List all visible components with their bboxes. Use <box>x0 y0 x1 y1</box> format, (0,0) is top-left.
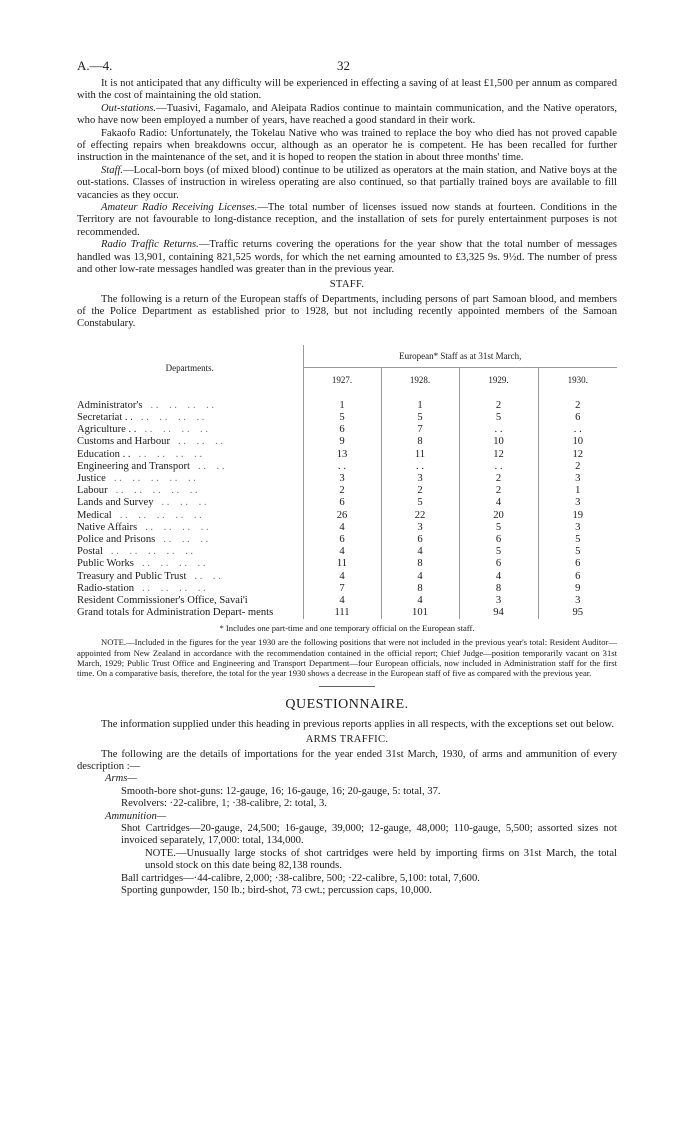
dot-leader: . . . . . . . . <box>150 399 215 411</box>
dot-leader: . . . . . . <box>163 533 209 545</box>
staff-count: 2 <box>575 399 581 411</box>
staff-row <box>77 546 617 558</box>
dot-leader: . . . . <box>198 460 225 472</box>
department-name: Education . . . . . . . . . . <box>77 449 303 461</box>
staff-count: . . <box>459 424 538 436</box>
staff-count: 1 <box>303 400 381 412</box>
staff-count: 3 <box>575 594 581 606</box>
staff-count: 1 <box>381 400 459 412</box>
staff-count: 10 <box>572 436 584 448</box>
staff-count: . . <box>459 461 538 473</box>
staff-count: 5 <box>459 412 538 424</box>
staff-row <box>77 534 617 546</box>
lead-traffic: Radio Traffic Returns. <box>101 239 199 251</box>
staff-count: 4 <box>381 546 459 558</box>
ammo-line-ball-cartridges: Ball cartridges—·44-calibre, 2,000; ·38-calibre, 500; ·22-calibre, 5,100: total, 7,600. <box>121 872 480 884</box>
staff-count: 6 <box>459 534 538 546</box>
staff-row <box>77 436 617 448</box>
staff-count: 4 <box>303 522 381 534</box>
paragraph-fakaofo: Fakaofo Radio: Unfortunately, the Tokelau Native who was trained to replace the boy who died has not proved capable of effecting repairs when breakdowns occur, although as an operator he is competent. He has been recalled for further instruction in the maintenance of the set, and it is hoped to reopen the station in about three months' time. <box>77 127 617 164</box>
staff-count: 5 <box>459 522 538 534</box>
arms-line-revolvers: Revolvers: ·22-calibre, 1; ·38-calibre, 2: total, 3. <box>121 798 327 810</box>
lead-licenses: Amateur Radio Receiving Licenses. <box>101 202 258 214</box>
department-name: Customs and Harbour . . . . . . <box>77 436 303 448</box>
department-name: Resident Commissioner's Office, Savai'i <box>77 595 303 607</box>
staff-row <box>77 522 617 534</box>
department-name: Medical . . . . . . . . . . <box>77 510 303 522</box>
dot-leader: . . . . . . . . . . <box>110 546 194 558</box>
paragraph-saving: It is not anticipated that any difficulty will be experienced in effecting a saving of at least £1,500 per annum as compared with the cost of maintaining the old station. <box>77 78 617 102</box>
dot-leader: . . . . . . <box>161 497 207 509</box>
arms-traffic-heading: ARMS TRAFFIC. <box>305 733 389 745</box>
total-1928: 101 <box>381 607 459 619</box>
ammunition-label: Ammunition— <box>105 810 167 822</box>
dot-leader: . . . . . . . . <box>141 558 206 570</box>
dot-leader: . . . . . . . . . . <box>115 485 198 497</box>
dot-leader: . . . . . . . . <box>140 411 205 423</box>
text-staff: —Local-born boys (of mixed blood) continue to be utilized as operators at the main station, and Native boys at the out-stations. Classes of instruction in wireless operating are also continued, so that partially trained boys are available to fill vacancies as they occur. <box>77 164 617 201</box>
staff-count: 6 <box>303 424 381 436</box>
staff-count: 13 <box>303 449 381 461</box>
staff-count: 7 <box>303 583 381 595</box>
staff-count: 11 <box>381 449 459 461</box>
ammo-line-shot-cartridges: Shot Cartridges—20-gauge, 24,500; 16-gauge, 39,000; 12-gauge, 48,000; 110-gauge, 5,500; assorted sizes not invoiced separately, 17,000: total, 134,000. <box>121 823 617 847</box>
staff-count: 7 <box>381 424 459 436</box>
staff-row <box>77 473 617 485</box>
department-name: Radio-station . . . . . . . . <box>77 583 303 595</box>
staff-count: 4 <box>459 571 538 583</box>
department-name: Engineering and Transport . . . . <box>77 461 303 473</box>
section-divider <box>319 686 375 687</box>
staff-count: 8 <box>381 436 459 448</box>
staff-row <box>77 497 617 509</box>
lead-out-stations: Out-stations. <box>101 102 157 114</box>
lead-staff: Staff. <box>101 164 124 176</box>
staff-count: 26 <box>303 510 381 522</box>
staff-count: 6 <box>303 497 381 509</box>
staff-count: 12 <box>572 448 584 460</box>
year-header-1928: 1928. <box>381 367 459 392</box>
staff-count: 1 <box>575 485 581 497</box>
staff-count: 5 <box>381 497 459 509</box>
text-licenses: —The total number of licenses issued now stands at fourteen. Conditions in the Territory are not favourable to long-distance reception, and the installation of sets for purely entertainment purposes is not recommended. <box>77 202 617 238</box>
paragraph-staff <box>77 165 617 202</box>
staff-intro: The following is a return of the European staffs of Departments, including persons of part Samoan blood, and members of the Police Department as established prior to 1928, but not including recently appointed members of the Samoan Constabulary. <box>77 293 617 330</box>
staff-row <box>77 449 617 461</box>
staff-count: 6 <box>303 534 381 546</box>
staff-count: 5 <box>381 412 459 424</box>
department-name: Native Affairs . . . . . . . . <box>77 522 303 534</box>
paragraph-traffic <box>77 239 617 276</box>
staff-count: 2 <box>575 460 581 472</box>
staff-count: 4 <box>303 595 381 607</box>
department-name: Lands and Survey . . . . . . <box>77 497 303 509</box>
ammo-note: NOTE.—Unusually large stocks of shot cartridges were held by importing firms on 31st March, the total unsold stock on this date being 82,138 rounds. <box>145 847 617 872</box>
department-name: Police and Prisons . . . . . . <box>77 534 303 546</box>
staff-count: . . <box>573 424 582 436</box>
staff-count: 19 <box>572 509 584 521</box>
staff-count: 6 <box>575 558 581 570</box>
paragraph-licenses <box>77 202 617 239</box>
staff-count: 3 <box>381 473 459 485</box>
questionnaire-intro: The information supplied under this heading in previous reports applies in all respects, with the exceptions set out below. <box>101 719 614 731</box>
dot-leader: . . . . . . . . <box>145 521 209 533</box>
staff-count: . . <box>303 461 381 473</box>
staff-table-body <box>77 400 617 607</box>
staff-count: 2 <box>459 400 538 412</box>
dot-leader: . . . . . . . . . . <box>113 472 196 484</box>
text-out-stations: —Tuasivi, Fagamalo, and Aleipata Radios continue to maintain communication, and the Native operators, who have now been employed a number of years, have reached a good standard in their work. <box>77 102 617 127</box>
staff-count: 5 <box>575 533 581 545</box>
arms-label: Arms— <box>105 773 137 785</box>
staff-count: 6 <box>575 411 581 423</box>
arms-line-shotguns: Smooth-bore shot-guns: 12-gauge, 16; 16-gauge, 16; 20-gauge, 5: total, 37. <box>121 785 441 797</box>
staff-count: 4 <box>381 571 459 583</box>
dot-leader: . . . . . . . . <box>142 582 206 594</box>
staff-count: 4 <box>303 571 381 583</box>
totals-label: Grand totals for Administration Depart- ments <box>77 607 303 619</box>
total-1930: 95 <box>572 607 584 619</box>
department-name: Justice . . . . . . . . . . <box>77 473 303 485</box>
department-name: Administrator's . . . . . . . . <box>77 400 303 412</box>
staff-count: 12 <box>459 449 538 461</box>
staff-count: 10 <box>459 436 538 448</box>
total-1929: 94 <box>459 607 538 619</box>
staff-count: 4 <box>381 595 459 607</box>
paragraph-out-stations <box>77 103 617 128</box>
dot-leader: . . . . <box>194 570 221 582</box>
staff-row <box>77 510 617 522</box>
staff-count: 8 <box>381 558 459 570</box>
staff-count: 11 <box>303 558 381 570</box>
staff-count: 3 <box>575 497 581 509</box>
dot-leader: . . . . . . . . . . <box>119 509 202 521</box>
totals-row <box>77 607 617 619</box>
staff-count: 6 <box>381 534 459 546</box>
staff-count: 6 <box>459 558 538 570</box>
text-traffic: —Traffic returns covering the operations for the year show that the total number of messages handled was 13,901, containing 821,525 words, for which the net earning amounted to £3,325 9s. 9½d. The number of press and other low-rate messages handled was greater than in the previous year. <box>77 239 617 276</box>
ammo-line-gunpowder: Sporting gunpowder, 150 lb.; bird-shot, 73 cwt.; percussion caps, 10,000. <box>121 885 432 897</box>
department-name: Public Works . . . . . . . . <box>77 558 303 570</box>
dot-leader: . . . . . . . . <box>144 424 208 436</box>
page-header <box>77 58 617 78</box>
staff-table <box>77 345 617 620</box>
report-reference: A.—4. <box>77 58 113 73</box>
staff-count: 3 <box>575 472 581 484</box>
staff-count: 2 <box>459 485 538 497</box>
staff-count: 22 <box>381 510 459 522</box>
staff-count: 5 <box>575 546 581 558</box>
staff-row <box>77 485 617 497</box>
questionnaire-heading: QUESTIONNAIRE. <box>285 697 409 713</box>
staff-row <box>77 412 617 424</box>
staff-group-header: European* Staff as at 31st March, <box>399 350 522 361</box>
table-note: NOTE.—Included in the figures for the year 1930 are the following positions that were not included in the previous year's total: Resident Auditor—appointed from New Zealand in accordance with the recommendation contained in the official report; Chief Judge—position temporarily vacant on 31st March, 1929; Public Trust Office and Engineering and Transport Department—four European officials, now included in Administration staff for the first time. On a comparative basis, therefore, the total for the year 1930 shows a decrease in the European staff of five as compared with the previous year. <box>77 637 617 678</box>
dot-leader: . . . . . . . . <box>138 448 203 460</box>
staff-count: . . <box>381 461 459 473</box>
staff-count: 6 <box>575 570 581 582</box>
department-name: Agriculture . . . . . . . . . . <box>77 424 303 436</box>
staff-count: 3 <box>303 473 381 485</box>
staff-count: 3 <box>459 595 538 607</box>
department-name: Secretariat . . . . . . . . . . <box>77 412 303 424</box>
staff-row <box>77 558 617 570</box>
staff-count: 4 <box>459 497 538 509</box>
staff-count: 9 <box>575 582 581 594</box>
staff-count: 2 <box>459 473 538 485</box>
staff-row <box>77 424 617 436</box>
document-page <box>77 58 617 897</box>
staff-count: 8 <box>381 583 459 595</box>
dot-leader: . . . . . . <box>177 436 224 448</box>
staff-count: 8 <box>459 583 538 595</box>
staff-row <box>77 595 617 607</box>
department-name: Labour . . . . . . . . . . <box>77 485 303 497</box>
staff-count: 5 <box>459 546 538 558</box>
staff-heading: STAFF. <box>329 278 365 290</box>
table-footnote: * Includes one part-time and one temporary official on the European staff. <box>219 623 475 634</box>
staff-count: 4 <box>303 546 381 558</box>
total-1927: 111 <box>303 607 381 619</box>
department-name: Postal . . . . . . . . . . <box>77 546 303 558</box>
departments-header: Departments. <box>77 345 303 392</box>
staff-row <box>77 461 617 473</box>
year-header-1929: 1929. <box>459 367 538 392</box>
year-header-1927: 1927. <box>303 367 381 392</box>
staff-count: 5 <box>303 412 381 424</box>
staff-count: 3 <box>381 522 459 534</box>
staff-row <box>77 583 617 595</box>
staff-count: 2 <box>303 485 381 497</box>
page-number: 32 <box>337 58 350 73</box>
arms-intro: The following are the details of importations for the year ended 31st March, 1930, of arms and ammunition of every description :— <box>77 748 617 772</box>
staff-count: 2 <box>381 485 459 497</box>
staff-row <box>77 571 617 583</box>
staff-count: 9 <box>303 436 381 448</box>
staff-row <box>77 400 617 412</box>
staff-count: 20 <box>459 510 538 522</box>
department-name: Treasury and Public Trust . . . . <box>77 571 303 583</box>
staff-count: 3 <box>575 521 581 533</box>
year-header-1930: 1930. <box>538 367 617 392</box>
